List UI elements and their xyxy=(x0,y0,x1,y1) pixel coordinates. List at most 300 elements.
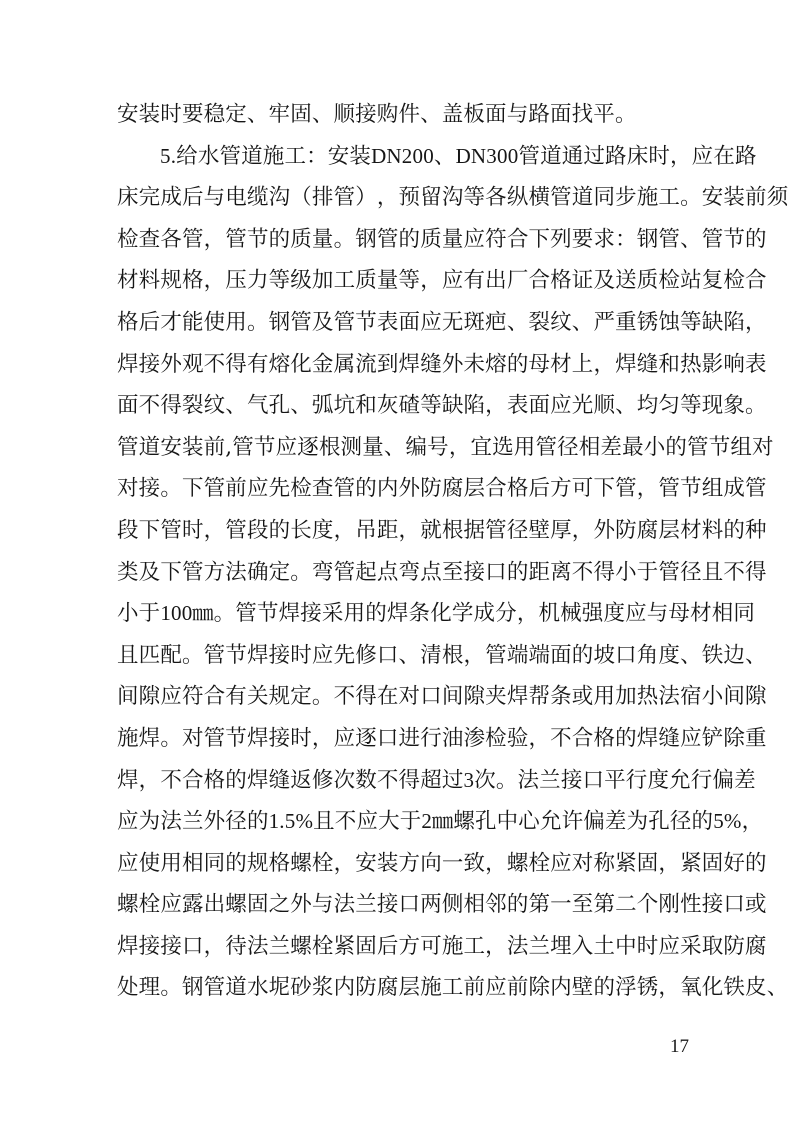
text-glyph: 好 xyxy=(723,850,746,876)
text-glyph: 蚀 xyxy=(658,309,681,335)
text-glyph: 关 xyxy=(246,684,269,710)
text-glyph: 类 xyxy=(117,559,139,585)
text-glyph: 步 xyxy=(615,185,637,211)
text-glyph: 、 xyxy=(290,393,312,419)
text-glyph: ： xyxy=(306,143,328,169)
text-glyph: 吊 xyxy=(355,517,377,543)
text-glyph: 管 xyxy=(160,517,182,543)
paragraph-indent xyxy=(117,136,160,178)
text-glyph: 时 xyxy=(181,517,204,543)
text-glyph: 压 xyxy=(225,268,247,294)
text-glyph: 中 xyxy=(496,809,519,835)
text-glyph: 铲 xyxy=(701,725,724,751)
text-glyph: 可 xyxy=(420,933,442,959)
text-glyph: ， xyxy=(311,725,334,751)
text-glyph: 陷 xyxy=(723,309,746,335)
text-glyph: 后 xyxy=(376,933,399,959)
text-glyph: 管 xyxy=(615,476,637,502)
text-glyph: 定 xyxy=(268,559,291,585)
text-glyph: 的 xyxy=(745,226,767,252)
text-glyph: 、 xyxy=(433,143,456,169)
text-glyph: 节 xyxy=(256,601,279,627)
text-glyph: 用 xyxy=(225,309,247,335)
text-glyph: 施 xyxy=(636,185,659,211)
text-glyph: 质 xyxy=(636,268,659,294)
text-glyph: 油 xyxy=(441,725,464,751)
text-glyph: 使 xyxy=(138,850,161,876)
text-glyph: 相 xyxy=(711,601,734,627)
text-glyph: 次 xyxy=(333,767,356,793)
text-glyph: 编 xyxy=(405,434,428,460)
text-glyph: 管 xyxy=(745,476,767,502)
text-glyph: 管 xyxy=(535,434,558,460)
text-glyph: 方 xyxy=(398,933,421,959)
text-glyph: 条 xyxy=(550,684,572,710)
text-glyph: 管 xyxy=(203,476,226,502)
text-glyph: 应 xyxy=(691,143,714,169)
text-glyph: 力 xyxy=(246,268,269,294)
text-glyph: 根 xyxy=(441,517,464,543)
text-glyph: 接 xyxy=(138,476,161,502)
text-glyph: 应 xyxy=(275,434,298,460)
text-line xyxy=(117,302,767,344)
text-glyph: 腐 xyxy=(376,975,399,1001)
text-glyph: 面 xyxy=(117,393,139,419)
text-glyph: 属 xyxy=(333,351,356,377)
text-glyph: 法 xyxy=(246,933,269,959)
text-glyph: 节 xyxy=(355,309,377,335)
text-glyph: 材 xyxy=(690,601,712,627)
text-glyph: 的 xyxy=(506,559,529,585)
text-glyph: 径 xyxy=(680,559,702,585)
text-glyph: 成 xyxy=(723,476,746,502)
text-glyph: 路 xyxy=(605,143,627,169)
text-glyph: 应 xyxy=(680,725,702,751)
text-glyph: 长 xyxy=(290,517,312,543)
text-glyph: 接 xyxy=(138,351,161,377)
text-glyph: 应 xyxy=(625,601,647,627)
text-glyph: 对 xyxy=(117,476,139,502)
text-glyph: 管 xyxy=(550,185,572,211)
text-glyph: 、 xyxy=(615,393,637,419)
text-glyph: 留 xyxy=(420,185,442,211)
text-glyph: 砂 xyxy=(290,975,312,1001)
text-line xyxy=(117,593,756,635)
text-glyph: 均 xyxy=(636,393,659,419)
text-glyph: 应 xyxy=(485,975,507,1001)
text-glyph: 焊 xyxy=(117,933,139,959)
text-glyph: 点 xyxy=(376,559,399,585)
text-glyph: 接 xyxy=(463,559,486,585)
text-glyph: 验 xyxy=(506,725,529,751)
text-glyph: 螺 xyxy=(117,892,139,918)
text-glyph: 复 xyxy=(701,268,724,294)
text-glyph: 的 xyxy=(246,809,269,835)
text-glyph: 栓 xyxy=(528,850,551,876)
text-glyph: 的 xyxy=(745,850,767,876)
text-glyph: 铁 xyxy=(701,642,724,668)
text-glyph: ， xyxy=(420,268,442,294)
text-glyph: 管 xyxy=(117,434,139,460)
text-glyph: 兰 xyxy=(539,767,561,793)
text-glyph: 格 xyxy=(550,268,572,294)
text-glyph: 装 xyxy=(723,185,746,211)
text-glyph: 不 xyxy=(550,725,572,751)
text-glyph: 管 xyxy=(181,559,204,585)
text-glyph: 加 xyxy=(615,684,637,710)
text-glyph: 用 xyxy=(343,601,366,627)
text-glyph: 腐 xyxy=(441,476,464,502)
text-glyph: 面 xyxy=(398,309,421,335)
text-glyph: 个 xyxy=(636,892,659,918)
text-glyph: 得 xyxy=(398,767,421,793)
text-glyph: 兰 xyxy=(181,809,204,835)
text-glyph: 格 xyxy=(506,476,529,502)
text-glyph: 选 xyxy=(492,434,514,460)
text-glyph: 热 xyxy=(680,351,702,377)
text-glyph: 接 xyxy=(160,933,182,959)
text-glyph: 各 xyxy=(160,226,182,252)
text-glyph: 证 xyxy=(571,268,594,294)
text-glyph: 管 xyxy=(518,143,541,169)
text-glyph: 紧 xyxy=(680,850,702,876)
text-glyph: 检 xyxy=(658,268,681,294)
text-glyph: 层 xyxy=(398,975,421,1001)
text-glyph: 允 xyxy=(539,809,562,835)
text-glyph: 中 xyxy=(615,933,637,959)
text-glyph: 得 xyxy=(745,559,767,585)
text-glyph: 缝 xyxy=(658,725,681,751)
text-glyph: 逐 xyxy=(297,434,319,460)
text-glyph: 配 xyxy=(160,642,182,668)
text-glyph: 防 xyxy=(723,933,746,959)
text-glyph: 层 xyxy=(463,476,486,502)
text-glyph: 。 xyxy=(495,767,518,793)
text-glyph: 量 xyxy=(362,434,384,460)
text-glyph: 弯 xyxy=(398,559,421,585)
text-glyph: 土 xyxy=(593,933,616,959)
text-glyph: 。 xyxy=(680,185,702,211)
text-glyph: 的 xyxy=(506,351,529,377)
text-glyph: 5. xyxy=(160,143,177,168)
text-glyph: 行 xyxy=(420,725,442,751)
text-glyph: 装 xyxy=(349,143,372,169)
text-glyph: 合 xyxy=(571,725,594,751)
text-glyph: 及 xyxy=(311,309,334,335)
text-line xyxy=(117,136,757,178)
text-glyph: 内 xyxy=(550,975,572,1001)
text-glyph: 施 xyxy=(441,933,464,959)
text-glyph: 得 xyxy=(160,393,182,419)
text-glyph: 节 xyxy=(225,725,247,751)
text-glyph: 焊 xyxy=(278,601,301,627)
text-glyph: 管 xyxy=(235,601,257,627)
text-glyph: 至 xyxy=(441,559,464,585)
text-glyph: 就 xyxy=(420,517,442,543)
text-glyph: 材 xyxy=(117,268,139,294)
text-glyph: 。 xyxy=(311,684,334,710)
text-glyph: 及 xyxy=(593,268,616,294)
text-glyph: ， xyxy=(376,185,399,211)
text-glyph: 厂 xyxy=(506,268,529,294)
text-glyph: 向 xyxy=(420,850,442,876)
text-glyph: 。 xyxy=(160,975,182,1001)
text-glyph: 和 xyxy=(658,351,681,377)
text-glyph: 得 xyxy=(593,559,616,585)
text-glyph: 熔 xyxy=(485,351,507,377)
text-glyph: 械 xyxy=(560,601,582,627)
text-glyph: 法 xyxy=(658,684,681,710)
text-glyph: 小 xyxy=(117,601,139,627)
text-glyph: 缝 xyxy=(420,351,442,377)
text-glyph: 防 xyxy=(420,476,442,502)
text-glyph: 应 xyxy=(658,933,681,959)
text-glyph: 对 xyxy=(398,684,421,710)
text-glyph: 待 xyxy=(225,933,247,959)
text-glyph: 之 xyxy=(268,892,291,918)
text-glyph: 检 xyxy=(117,226,139,252)
text-glyph: 化 xyxy=(290,351,312,377)
text-glyph: 为 xyxy=(626,809,649,835)
text-glyph: 紧 xyxy=(615,850,637,876)
text-glyph: 浆 xyxy=(311,975,334,1001)
text-glyph: 栓 xyxy=(138,892,161,918)
text-glyph: 清 xyxy=(420,642,442,668)
text-glyph: 管 xyxy=(485,642,507,668)
text-glyph: 格 xyxy=(593,725,616,751)
text-line xyxy=(117,884,767,926)
text-glyph: 外 xyxy=(290,892,312,918)
text-glyph: 管 xyxy=(333,185,356,211)
text-glyph: 相 xyxy=(463,892,486,918)
text-glyph: 定 xyxy=(290,684,312,710)
text-glyph: ， xyxy=(398,517,421,543)
text-glyph: 测 xyxy=(340,434,363,460)
text-glyph: 碴 xyxy=(398,393,421,419)
text-line: 安装时要稳定、牢固、顺接购件、盖板面与路面找平。 xyxy=(117,102,637,127)
text-glyph: 钢 xyxy=(268,309,291,335)
text-glyph: 材 xyxy=(680,517,702,543)
text-glyph: 差 xyxy=(600,434,623,460)
text-glyph: 接 xyxy=(268,725,291,751)
text-glyph: 道 xyxy=(540,143,562,169)
text-glyph: 等 xyxy=(268,268,291,294)
text-glyph: 时 xyxy=(648,143,670,169)
text-glyph: 水 xyxy=(246,975,269,1001)
text-glyph: 格 xyxy=(117,309,139,335)
text-glyph: 影 xyxy=(701,351,724,377)
text-glyph: 工 xyxy=(441,975,464,1001)
text-glyph: 口 xyxy=(615,642,637,668)
text-glyph: 检 xyxy=(290,476,312,502)
text-glyph: 成 xyxy=(473,601,496,627)
text-glyph: 节 xyxy=(723,226,746,252)
text-glyph: 行 xyxy=(625,767,648,793)
text-glyph: 兰 xyxy=(355,892,377,918)
text-glyph: 坡 xyxy=(593,642,616,668)
text-glyph: 口 xyxy=(181,933,204,959)
text-glyph: 规 xyxy=(246,850,269,876)
text-glyph: 口 xyxy=(398,892,421,918)
text-glyph: 后 xyxy=(138,309,161,335)
text-glyph: 缺 xyxy=(441,393,464,419)
text-glyph: 腐 xyxy=(745,933,767,959)
text-glyph: 防 xyxy=(355,975,377,1001)
text-glyph: 接 xyxy=(138,933,161,959)
text-glyph: 斑 xyxy=(463,309,486,335)
text-glyph: 沟 xyxy=(268,185,291,211)
text-glyph: 且 xyxy=(313,809,335,835)
text-glyph: 内 xyxy=(376,476,399,502)
text-glyph: 流 xyxy=(355,351,377,377)
text-glyph: 铁 xyxy=(723,975,746,1001)
text-glyph: 量 xyxy=(311,226,334,252)
text-glyph: ， xyxy=(485,850,507,876)
text-glyph: 距 xyxy=(528,559,551,585)
text-glyph: 排 xyxy=(311,185,334,211)
text-glyph: 同 xyxy=(733,601,756,627)
text-glyph: 节 xyxy=(225,642,247,668)
text-glyph: ， xyxy=(670,143,692,169)
text-glyph: 格 xyxy=(181,268,204,294)
text-glyph: ： xyxy=(615,226,637,252)
text-glyph: 或 xyxy=(571,684,594,710)
text-glyph: ， xyxy=(571,517,594,543)
text-glyph: 的 xyxy=(571,642,594,668)
text-glyph: 合 xyxy=(528,268,551,294)
text-glyph: 重 xyxy=(615,309,637,335)
text-glyph: 防 xyxy=(615,517,637,543)
text-glyph: ， xyxy=(528,725,551,751)
text-glyph: 种 xyxy=(745,517,767,543)
text-glyph: 内 xyxy=(333,975,356,1001)
text-glyph: 工 xyxy=(658,185,681,211)
text-glyph: 、 xyxy=(225,393,247,419)
text-glyph: 床 xyxy=(117,185,139,211)
text-glyph: 度 xyxy=(658,642,681,668)
text-line xyxy=(117,344,767,386)
text-glyph: 除 xyxy=(723,725,746,751)
text-glyph: 出 xyxy=(485,268,507,294)
text-glyph: 与 xyxy=(203,185,226,211)
text-glyph: 起 xyxy=(355,559,377,585)
text-glyph: 符 xyxy=(485,226,507,252)
text-glyph: 列 xyxy=(550,226,572,252)
text-glyph: 相 xyxy=(578,434,601,460)
text-glyph: 焊 xyxy=(386,601,409,627)
text-glyph: 母 xyxy=(528,351,551,377)
text-glyph: 的 xyxy=(615,725,637,751)
text-glyph: 先 xyxy=(333,642,356,668)
text-glyph: 法 xyxy=(333,892,356,918)
text-glyph: 水 xyxy=(197,143,220,169)
text-glyph: 匀 xyxy=(658,393,681,419)
text-glyph: 检 xyxy=(723,268,746,294)
text-glyph: 的 xyxy=(268,226,291,252)
text-glyph: 管 xyxy=(203,975,226,1001)
text-glyph: 宜 xyxy=(470,434,493,460)
text-glyph: 的 xyxy=(268,517,291,543)
text-glyph: 前 xyxy=(203,434,226,460)
text-glyph: 管 xyxy=(225,517,247,543)
text-glyph: 疤 xyxy=(485,309,507,335)
text-glyph: 管 xyxy=(219,143,242,169)
text-glyph: 除 xyxy=(528,975,551,1001)
text-glyph: 等 xyxy=(463,185,486,211)
text-glyph: 量 xyxy=(376,268,399,294)
text-glyph: 次 xyxy=(474,767,496,793)
text-glyph: 节 xyxy=(680,476,702,502)
text-glyph: 修 xyxy=(311,767,334,793)
text-glyph: 、 xyxy=(745,642,767,668)
text-glyph: 规 xyxy=(268,684,291,710)
text-line xyxy=(117,801,764,843)
text-glyph: 查 xyxy=(138,226,161,252)
text-glyph: ㎜ xyxy=(192,601,214,626)
text-glyph: ， xyxy=(203,226,226,252)
text-glyph: 纵 xyxy=(506,185,529,211)
text-glyph: 壁 xyxy=(528,517,551,543)
text-glyph: 。 xyxy=(160,725,182,751)
text-glyph: 。 xyxy=(333,226,356,252)
text-glyph: 钢 xyxy=(355,226,377,252)
text-glyph: 返 xyxy=(290,767,312,793)
text-glyph: 致 xyxy=(463,850,486,876)
document-text-body xyxy=(117,94,789,1009)
text-glyph: 外 xyxy=(160,351,182,377)
text-glyph: 缝 xyxy=(636,351,659,377)
text-glyph: 小 xyxy=(701,684,724,710)
text-glyph: 钢 xyxy=(636,226,659,252)
text-glyph: 通 xyxy=(561,143,584,169)
text-glyph: 管 xyxy=(290,309,312,335)
text-glyph: 螺 xyxy=(290,850,312,876)
text-glyph: 径 xyxy=(506,517,529,543)
text-glyph: 前 xyxy=(463,975,486,1001)
text-glyph: 修 xyxy=(355,642,377,668)
text-glyph: 。 xyxy=(745,393,767,419)
text-glyph: 等 xyxy=(680,309,702,335)
text-glyph: 渗 xyxy=(463,725,486,751)
text-glyph: 不 xyxy=(376,767,399,793)
text-glyph: 节 xyxy=(253,434,276,460)
text-glyph: 应 xyxy=(550,850,572,876)
text-glyph: 段 xyxy=(246,517,269,543)
text-glyph: 兰 xyxy=(528,933,551,959)
text-glyph: 有 xyxy=(246,351,269,377)
text-glyph: 外 xyxy=(441,351,464,377)
text-glyph: 接 xyxy=(376,892,399,918)
text-glyph: 和 xyxy=(355,393,377,419)
text-glyph: 。 xyxy=(213,601,236,627)
text-glyph: 刚 xyxy=(658,892,681,918)
text-glyph: 偏 xyxy=(583,809,605,835)
text-glyph: 口 xyxy=(723,892,746,918)
text-line xyxy=(117,468,767,510)
text-glyph: 隙 xyxy=(463,684,486,710)
text-glyph: 管 xyxy=(181,226,204,252)
text-glyph: 格 xyxy=(268,850,291,876)
text-glyph: ， xyxy=(203,268,226,294)
text-glyph: 焊 xyxy=(117,767,139,793)
text-glyph: 合 xyxy=(181,767,204,793)
text-glyph: 一 xyxy=(441,850,464,876)
text-glyph: 下 xyxy=(138,517,161,543)
text-glyph: 同 xyxy=(593,185,616,211)
text-glyph: 小 xyxy=(615,559,637,585)
text-glyph: 有 xyxy=(225,684,247,710)
text-glyph: 腐 xyxy=(636,517,659,543)
